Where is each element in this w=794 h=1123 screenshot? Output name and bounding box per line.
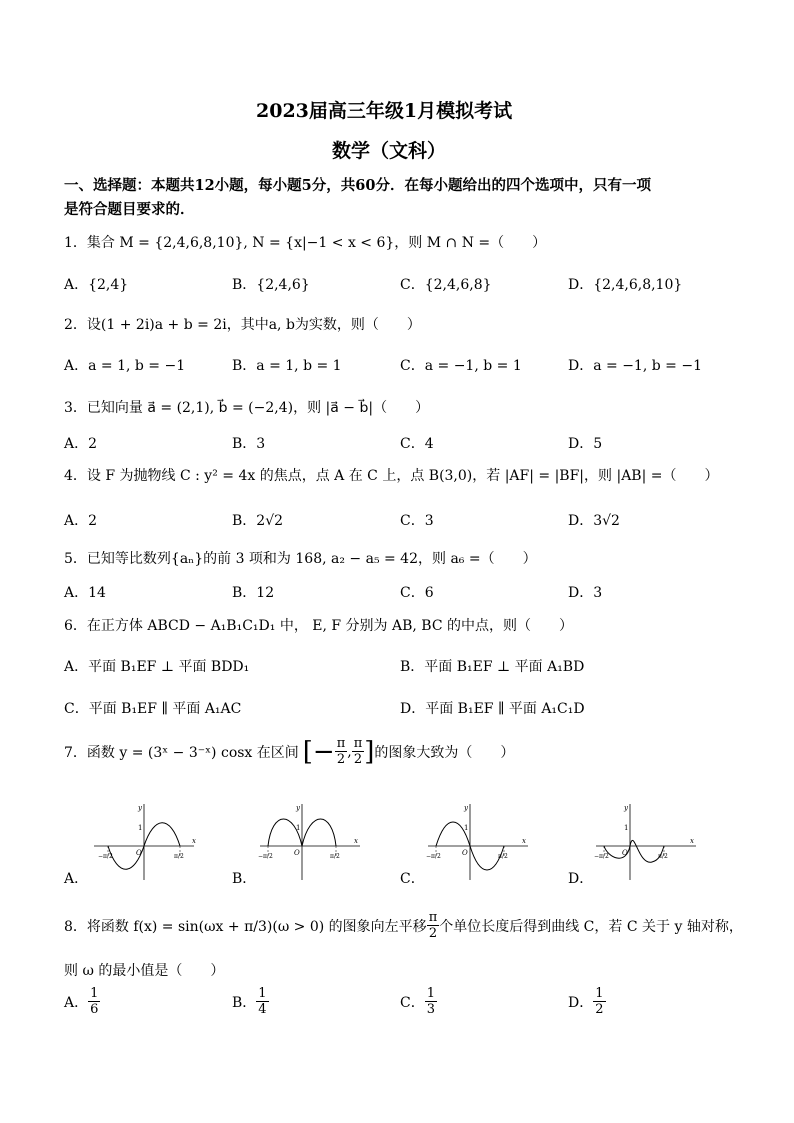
question-7-stem-part2: 的图象大致为（ ） [374, 744, 515, 761]
graph-a-svg [90, 800, 200, 882]
question-8-option-a[interactable]: A． $\frac{1}{6}$ [64, 986, 99, 1017]
graph-c-svg [424, 800, 534, 882]
graph-d-svg [592, 800, 702, 882]
question-2-option-c[interactable]: C．a = −1, b = 1 [400, 358, 522, 374]
question-6-stem: 6．在正方体 ABCD − A₁B₁C₁D₁ 中， E, F 分别为 AB, BC 的中点，则（ ） [64, 618, 574, 634]
question-7-frac-npi2: $\frac{\pi}{2}$ [336, 736, 346, 767]
svg-text:−π/2: −π/2 [258, 853, 273, 860]
svg-text:y: y [624, 804, 628, 812]
question-1-option-d[interactable]: D．{2,4,6,8,10} [568, 277, 683, 293]
question-2-option-d[interactable]: D．a = −1, b = −1 [568, 358, 702, 374]
question-8-option-b[interactable]: B． $\frac{1}{4}$ [232, 986, 267, 1017]
question-6-option-a[interactable]: A．平面 B₁EF ⊥ 平面 BDD₁ [64, 659, 250, 675]
question-6-option-c[interactable]: C．平面 B₁EF ∥ 平面 A₁AC [64, 701, 242, 717]
svg-text:π/2: π/2 [498, 853, 508, 860]
question-8-option-d[interactable]: D． $\frac{1}{2}$ [568, 986, 604, 1017]
question-5-option-d[interactable]: D．3 [568, 585, 603, 601]
svg-text:−π/2: −π/2 [426, 853, 441, 860]
graph-option-d[interactable] [592, 800, 702, 882]
svg-text:π/2: π/2 [658, 853, 668, 860]
svg-text:−π/2: −π/2 [98, 853, 113, 860]
question-3-option-b[interactable]: B．3 [232, 436, 266, 452]
question-6-option-d[interactable]: D．平面 B₁EF ∥ 平面 A₁C₁D [400, 701, 585, 717]
question-7-option-d[interactable]: D． [568, 871, 594, 887]
question-5-stem: 5．已知等比数列{aₙ}的前 3 项和为 168, a₂ − a₅ = 42，则 a₆ =（ ） [64, 551, 537, 567]
svg-text:1: 1 [138, 824, 143, 832]
question-8-stem [64, 910, 743, 941]
question-5-option-a[interactable]: A．14 [64, 585, 106, 601]
question-7-interval-close: ] [364, 736, 375, 767]
svg-text:x: x [522, 837, 526, 845]
svg-text:O: O [136, 849, 142, 857]
question-3-option-c[interactable]: C．4 [400, 436, 434, 452]
question-3-option-d[interactable]: D．5 [568, 436, 603, 452]
question-7-stem [64, 736, 514, 767]
svg-text:y: y [138, 804, 142, 812]
question-4-option-a[interactable]: A．2 [64, 513, 98, 529]
section-instruction-line1: 一、选择题：本题共12小题，每小题5分，共60分．在每小题给出的四个选项中，只有一项 [64, 177, 651, 194]
question-4-option-b[interactable]: B．2√2 [232, 513, 284, 529]
svg-text:O: O [294, 849, 300, 857]
graph-option-b[interactable] [256, 800, 366, 882]
question-8-stem-part1: 8．将函数 f(x) = sin(ωx + π/3)(ω > 0) 的图象向左平移 [64, 918, 427, 935]
question-3-option-a[interactable]: A．2 [64, 436, 98, 452]
svg-text:π/2: π/2 [174, 853, 184, 860]
question-2-option-a[interactable]: A．a = 1, b = −1 [64, 358, 186, 374]
question-5-option-b[interactable]: B．12 [232, 585, 275, 601]
question-8-frac-pi2: $\frac{\pi}{2}$ [428, 910, 438, 941]
question-7-interval-open: [− [302, 736, 335, 767]
graph-option-c[interactable] [424, 800, 534, 882]
question-2-stem: 2．设(1 + 2i)a + b = 2i，其中a, b为实数，则（ ） [64, 317, 421, 333]
question-2-option-b[interactable]: B．a = 1, b = 1 [232, 358, 342, 374]
question-4-option-c[interactable]: C．3 [400, 513, 434, 529]
svg-text:π/2: π/2 [330, 853, 340, 860]
svg-text:O: O [622, 849, 628, 857]
svg-text:y: y [296, 804, 300, 812]
svg-text:1: 1 [296, 824, 301, 832]
exam-title: 2023届高三年级1月模拟考试 [256, 100, 513, 122]
svg-text:x: x [354, 837, 358, 845]
svg-text:O: O [462, 849, 468, 857]
svg-text:1: 1 [624, 824, 629, 832]
graph-b-svg [256, 800, 366, 882]
question-1-option-b[interactable]: B．{2,4,6} [232, 277, 310, 293]
question-8-option-c[interactable]: C． $\frac{1}{3}$ [400, 986, 435, 1017]
question-8-stem-part2: 个单位长度后得到曲线 C，若 C 关于 y 轴对称， [439, 918, 743, 935]
question-4-stem: 4．设 F 为抛物线 C : y² = 4x 的焦点，点 A 在 C 上，点 B(3,0)，若 |AF| = |BF|，则 |AB| =（ ） [64, 468, 719, 484]
question-4-option-d[interactable]: D．3√2 [568, 513, 620, 529]
question-1-stem: 1．集合 M = {2,4,6,8,10}, N = {x|−1 < x < 6}，则 M ∩ N =（ ） [64, 235, 547, 251]
question-5-option-c[interactable]: C．6 [400, 585, 434, 601]
question-7-frac-pi2: $\frac{\pi}{2}$ [353, 736, 363, 767]
question-7-stem-part1: 7．函数 y = (3ˣ − 3⁻ˣ) cosx 在区间 [64, 744, 299, 761]
svg-text:x: x [192, 837, 196, 845]
question-6-option-b[interactable]: B．平面 B₁EF ⊥ 平面 A₁BD [400, 659, 585, 675]
question-7-option-b[interactable]: B． [232, 871, 257, 887]
svg-text:x: x [690, 837, 694, 845]
question-1-option-a[interactable]: A．{2,4} [64, 277, 129, 293]
svg-text:1: 1 [464, 824, 469, 832]
question-7-option-a[interactable]: A． [64, 871, 89, 887]
question-8-stem-line2: 则 ω 的最小值是（ ） [64, 963, 225, 979]
question-3-stem: 3．已知向量 a⃗ = (2,1), b⃗ = (−2,4)，则 |a⃗ − b⃗|（ ） [64, 400, 430, 416]
svg-text:−π/2: −π/2 [594, 853, 609, 860]
graph-option-a[interactable] [90, 800, 200, 882]
section-instruction-line2: 是符合题目要求的． [64, 201, 195, 218]
question-7-interval-sep: , [347, 743, 352, 760]
svg-text:y: y [464, 804, 468, 812]
exam-subtitle: 数学（文科） [332, 140, 447, 162]
question-1-option-c[interactable]: C．{2,4,6,8} [400, 277, 492, 293]
question-7-option-c[interactable]: C． [400, 871, 425, 887]
